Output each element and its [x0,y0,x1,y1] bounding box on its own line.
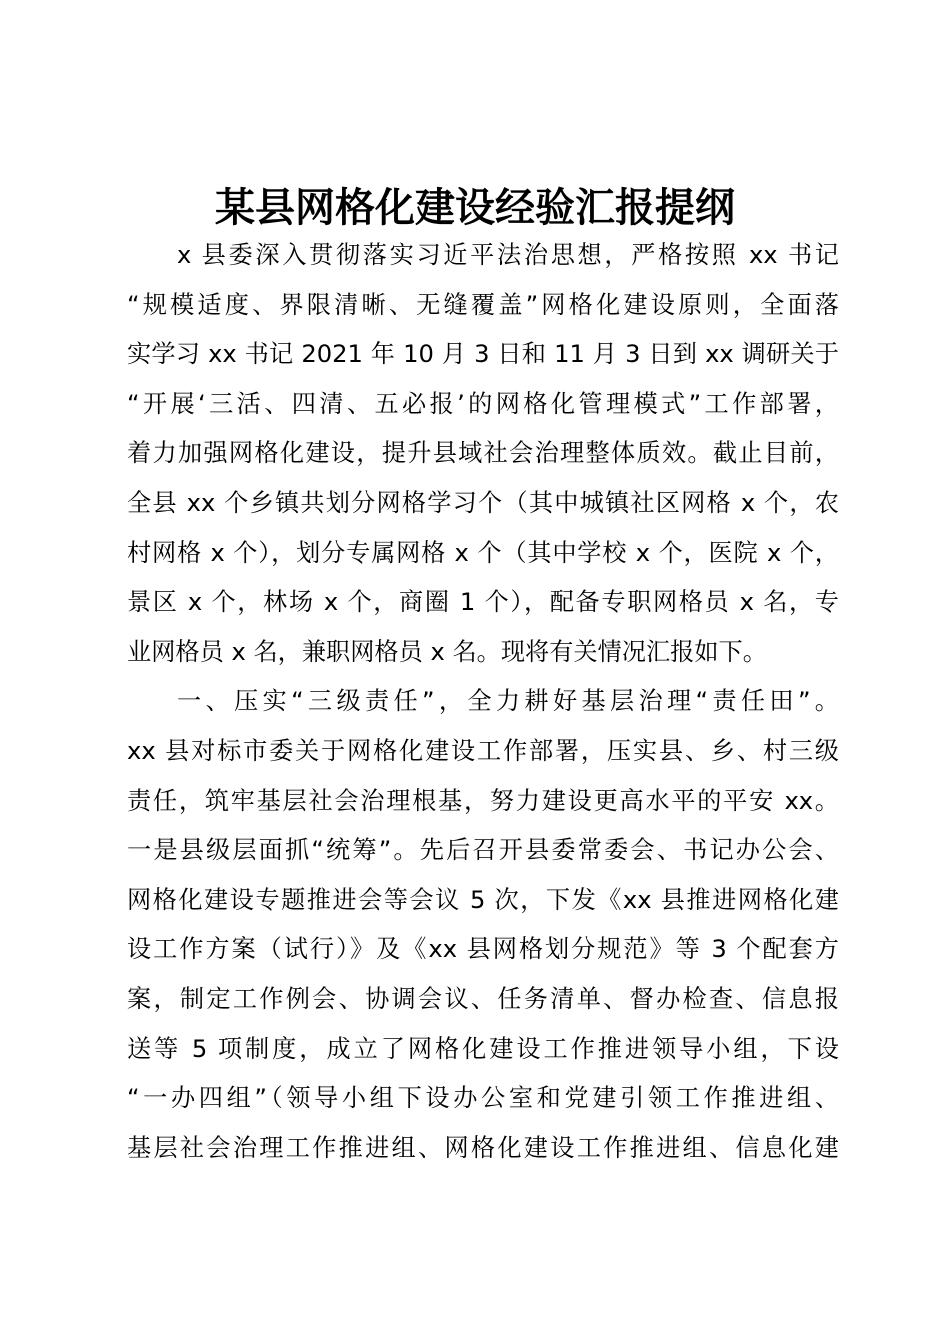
body-line-5: 着力加强网格化建设，提升县域社会治理整体质效。截止目前， [127,439,839,468]
document-title: 某县网格化建设经验汇报提纲 [215,184,735,231]
body-line-8: 景区 x 个，林场 x 个，商圈 1 个），配备专职网格员 x 名，专 [127,588,839,617]
body-line-12: 责任，筑牢基层社会治理根基，努力建设更高水平的平安 xx。 [127,786,839,815]
body-line-6: 全县 xx 个乡镇共划分网格学习个（其中城镇社区网格 x 个，农 [127,488,839,517]
body-line-7: 村网格 x 个），划分专属网格 x 个（其中学校 x 个，医院 x 个， [127,538,839,567]
body-line-16: 案，制定工作例会、协调会议、任务清单、督办检查、信息报 [127,984,839,1013]
body-line-13: 一是县级层面抓“统筹”。先后召开县委常委会、书记办公会、 [127,836,839,865]
body-line-3: 实学习 xx 书记 2021 年 10 月 3 日和 11 月 3 日到 xx 调研关于 [127,340,839,369]
body-line-15: 设工作方案（试行）》及《xx 县网格划分规范》等 3 个配套方 [127,935,839,964]
body-line-4: “开展‘三活、四清、五必报’的网格化管理模式”工作部署， [127,389,839,418]
section-heading-1: 一、压实“三级责任”，全力耕好基层治理“责任田”。 [177,687,839,716]
body-line-2: “规模适度、界限清晰、无缝覆盖”网格化建设原则，全面落 [127,290,839,319]
document-body [127,231,839,1173]
body-line-19: 基层社会治理工作推进组、网格化建设工作推进组、信息化建 [127,1133,839,1162]
body-line-17: 送等 5 项制度，成立了网格化建设工作推进领导小组，下设 [127,1034,839,1063]
body-line-18: “一办四组”（领导小组下设办公室和党建引领工作推进组、 [127,1084,839,1113]
body-line-1: x 县委深入贯彻落实习近平法治思想，严格按照 xx 书记 [177,241,839,269]
body-line-11: xx 县对标市委关于网格化建设工作部署，压实县、乡、村三级 [127,736,839,765]
body-line-9: 业网格员 x 名，兼职网格员 x 名。现将有关情况汇报如下。 [127,637,767,666]
body-line-14: 网格化建设专题推进会等会议 5 次，下发《xx 县推进网格化建 [127,885,839,914]
